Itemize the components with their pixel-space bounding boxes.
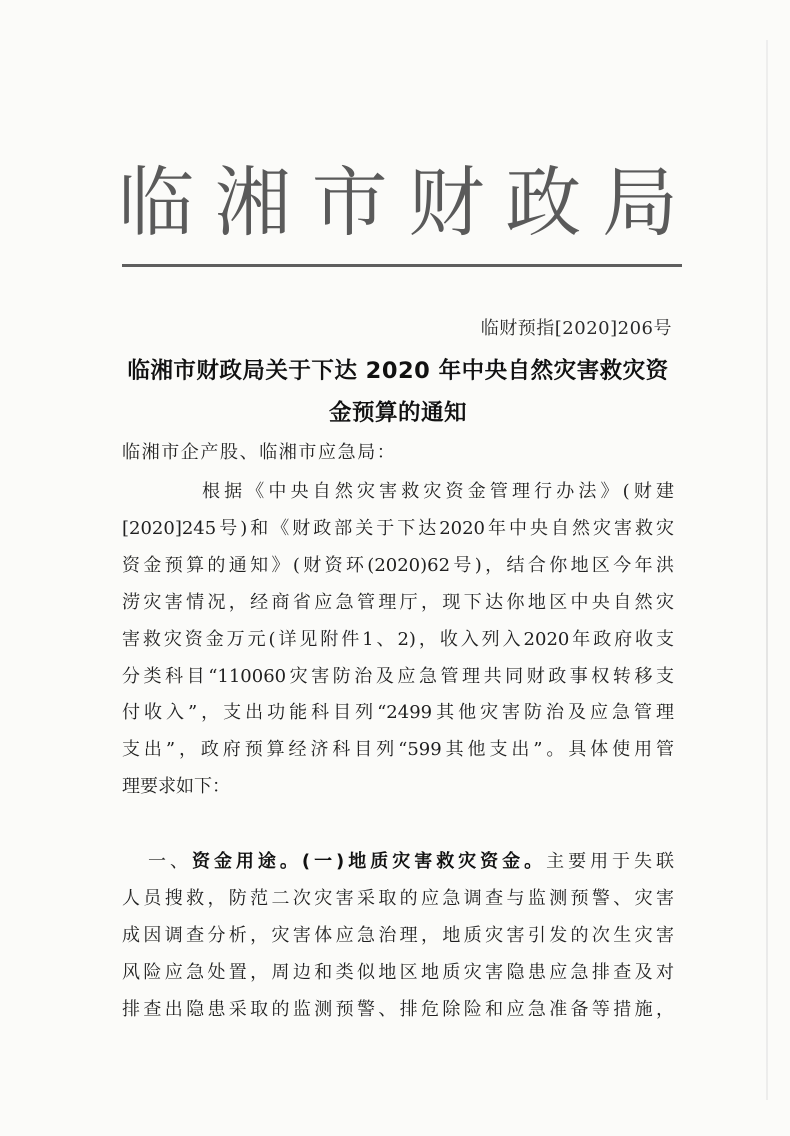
section-line: 排查出隐患采取的监测预警、排危除险和应急准备等措施，	[122, 998, 674, 1020]
body-line: 分类科目“110060灾害防治及应急管理共同财政事权转移支	[122, 665, 674, 687]
document-number: 临财预指[2020]206号	[480, 318, 672, 339]
section-heading: 资金用途。(一)地质灾害救灾资金。	[191, 851, 547, 872]
scan-edge-shadow	[766, 40, 768, 1100]
letterhead-char: 市	[311, 158, 388, 247]
body-line: 害救灾资金万元(详见附件1、2)，收入列入2020年政府收支	[122, 628, 674, 650]
body-line: 涝灾害情况，经商省应急管理厅，现下达你地区中央自然灾	[122, 591, 674, 613]
body-paragraph	[122, 474, 674, 806]
body-line: [2020]245号)和《财政部关于下达2020年中央自然灾害救灾	[122, 517, 674, 539]
letterhead-char: 政	[505, 158, 582, 247]
letterhead	[118, 158, 678, 248]
body-line: 付收入”，支出功能科目列“2499其他灾害防治及应急管理	[122, 702, 674, 724]
document-title	[118, 350, 678, 434]
body-line: 支出”，政府预算经济科目列“599其他支出”。具体使用管	[122, 739, 674, 761]
letterhead-char: 财	[408, 158, 485, 247]
section-first-line	[122, 844, 674, 881]
section-first-line-text: 主要用于失联	[546, 851, 675, 872]
section-prefix: 一、	[148, 851, 192, 872]
title-line-1: 临湘市财政局关于下达 2020 年中央自然灾害救灾资	[127, 358, 669, 384]
letterhead-char: 临	[118, 158, 194, 247]
section-fund-usage	[122, 844, 674, 1029]
section-line: 人员搜救，防范二次灾害采取的应急调查与监测预警、灾害	[122, 887, 674, 909]
body-line: 资金预算的通知》(财资环(2020)62号)，结合你地区今年洪	[122, 554, 674, 576]
letterhead-char: 局	[601, 158, 678, 247]
letterhead-divider	[122, 264, 682, 267]
addressee: 临湘市企产股、临湘市应急局：	[122, 442, 397, 463]
body-line: 理要求如下：	[122, 776, 230, 798]
body-line: 根据《中央自然灾害救灾资金管理行办法》(财建	[202, 481, 674, 502]
section-line: 风险应急处置，周边和类似地区地质灾害隐患应急排查及对	[122, 961, 674, 983]
title-line-2: 金预算的通知	[328, 400, 467, 426]
section-line: 成因调查分析，灾害体应急治理，地质灾害引发的次生灾害	[122, 924, 674, 946]
letterhead-char: 湘	[214, 158, 291, 247]
